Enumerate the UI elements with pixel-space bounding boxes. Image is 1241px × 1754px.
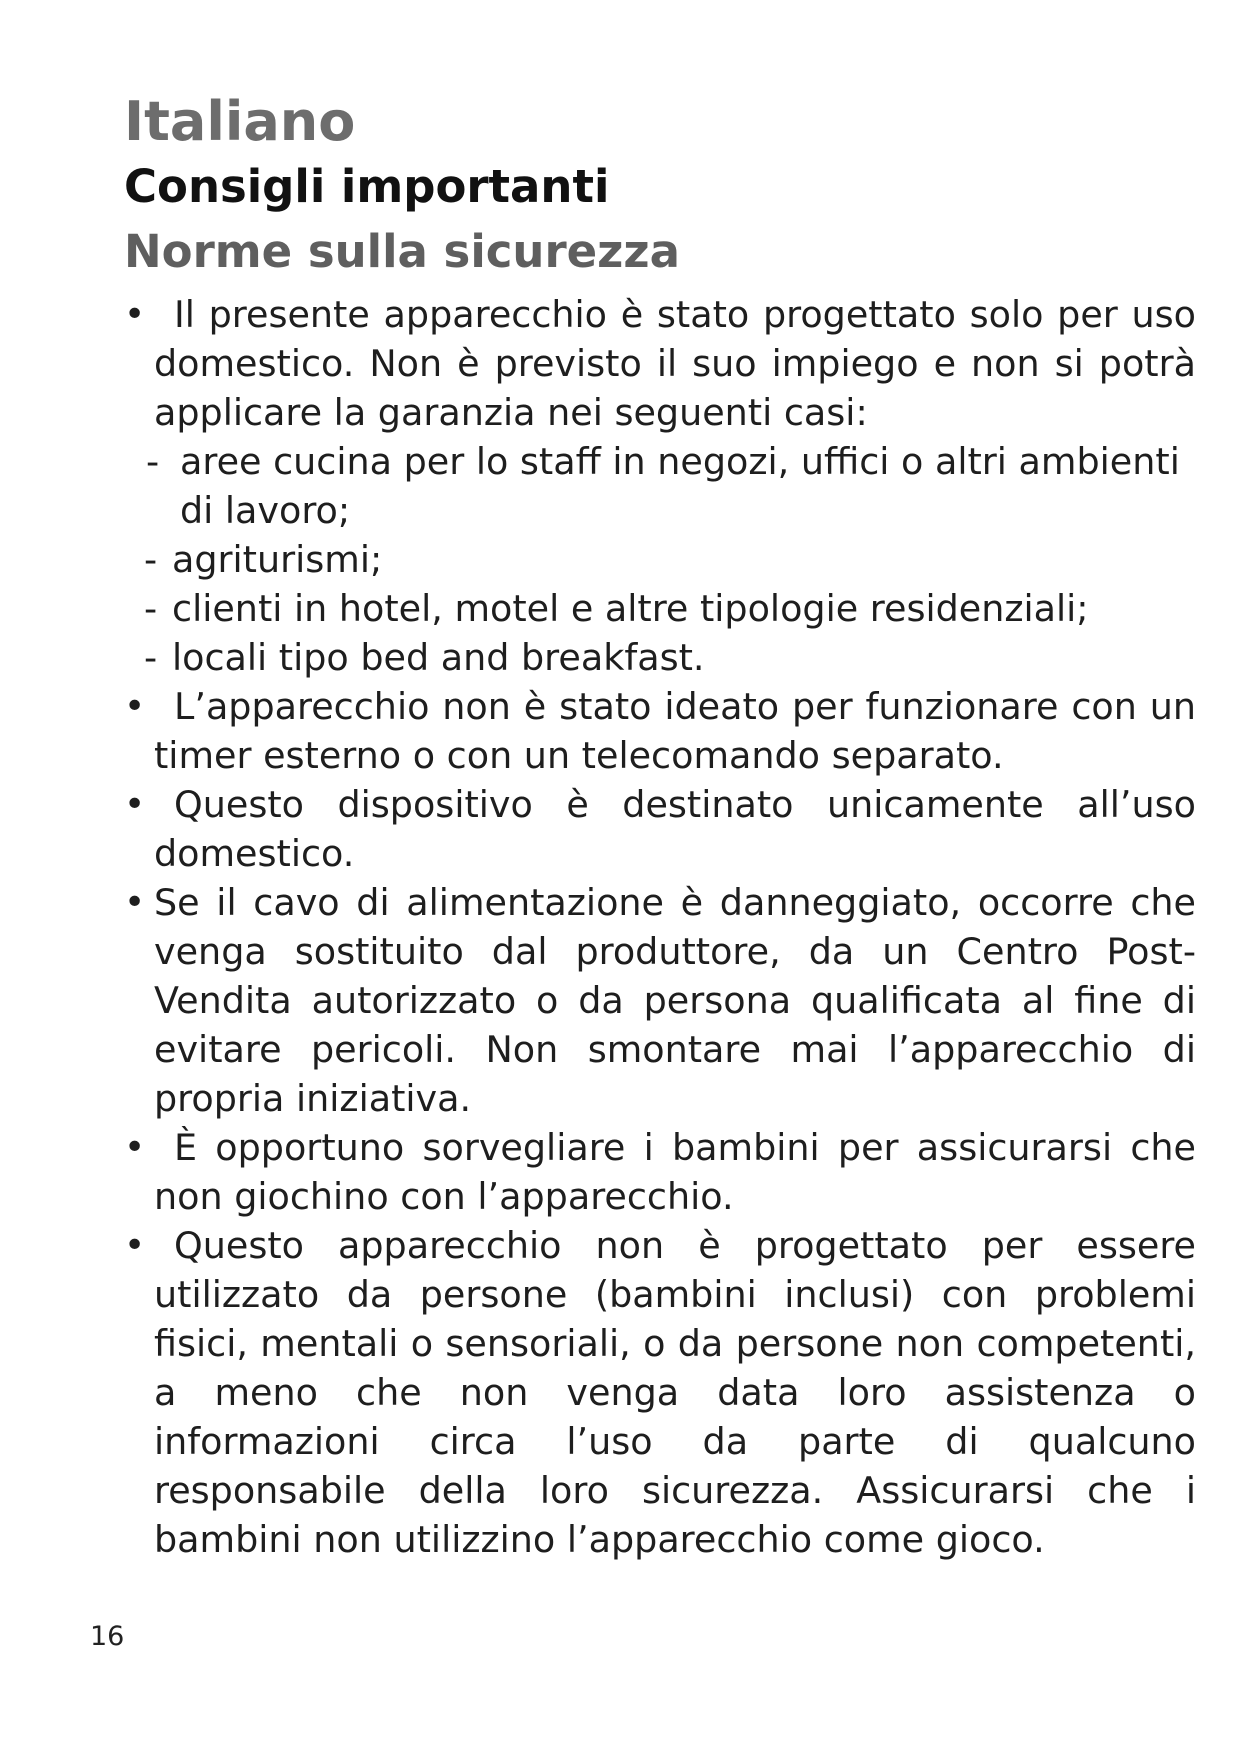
list-item-text: L’apparecchio non è stato ideato per funzionare con un timer esterno o con un telecomando separato.: [154, 685, 1196, 777]
dash-icon: -: [144, 538, 158, 581]
sub-list-item-text: aree cucina per lo staff in negozi, uffici o altri ambienti di lavoro;: [180, 440, 1180, 532]
list-item: [124, 878, 1196, 1123]
list-item: [124, 290, 1196, 437]
list-item-text: È opportuno sorvegliare i bambini per assicurarsi che non giochino con l’apparecchio.: [154, 1126, 1196, 1218]
section-subtitle: Norme sulla sicurezza: [124, 225, 680, 278]
bullet-icon: •: [124, 1127, 146, 1168]
language-heading: Italiano: [124, 90, 356, 153]
page-number: 16: [90, 1621, 125, 1652]
sub-list-item: [124, 437, 1196, 535]
sub-list-item-text: agriturismi;: [172, 538, 383, 581]
bullet-icon: •: [124, 1225, 146, 1266]
sub-list-item-text: locali tipo bed and breakfast.: [172, 636, 705, 679]
list-item-text: Se il cavo di alimentazione è danneggiato, occorre che venga sostituito dal produttore, da un Centro Post-Vendita autorizzato o da persona qualificata al fine di evitare pericoli. Non smontare mai l’apparecchio di propria iniziativa.: [154, 881, 1196, 1120]
list-item-text: Questo apparecchio non è progettato per essere utilizzato da persone (bambini inclusi) con problemi fisici, mentali o sensoriali, o da persone non competenti, a meno che non venga data loro assistenza o informazioni circa l’uso da parte di qualcuno responsabile della loro sicurezza. Assicurarsi che i bambini non utilizzino l’apparecchio come gioco.: [154, 1224, 1196, 1561]
dash-icon: -: [144, 636, 158, 679]
sub-list-item: [124, 535, 1196, 584]
list-item: [124, 1221, 1196, 1564]
sub-list-item: [124, 584, 1196, 633]
safety-list: [124, 290, 1196, 1564]
bullet-icon: •: [124, 294, 146, 335]
bullet-icon: •: [124, 882, 146, 923]
section-title: Consigli importanti: [124, 160, 610, 213]
dash-icon: -: [144, 587, 158, 630]
list-item: [124, 780, 1196, 878]
list-item: [124, 1123, 1196, 1221]
bullet-icon: •: [124, 784, 146, 825]
list-item-text: Questo dispositivo è destinato unicamente all’uso domestico.: [154, 783, 1196, 875]
dash-icon: -: [146, 440, 160, 483]
sub-list-item-text: clienti in hotel, motel e altre tipologie residenziali;: [172, 587, 1089, 630]
sub-list-item: [124, 633, 1196, 682]
list-item: [124, 682, 1196, 780]
bullet-icon: •: [124, 686, 146, 727]
list-item-text: Il presente apparecchio è stato progettato solo per uso domestico. Non è previsto il suo impiego e non si potrà applicare la garanzia nei seguenti casi:: [154, 293, 1196, 434]
